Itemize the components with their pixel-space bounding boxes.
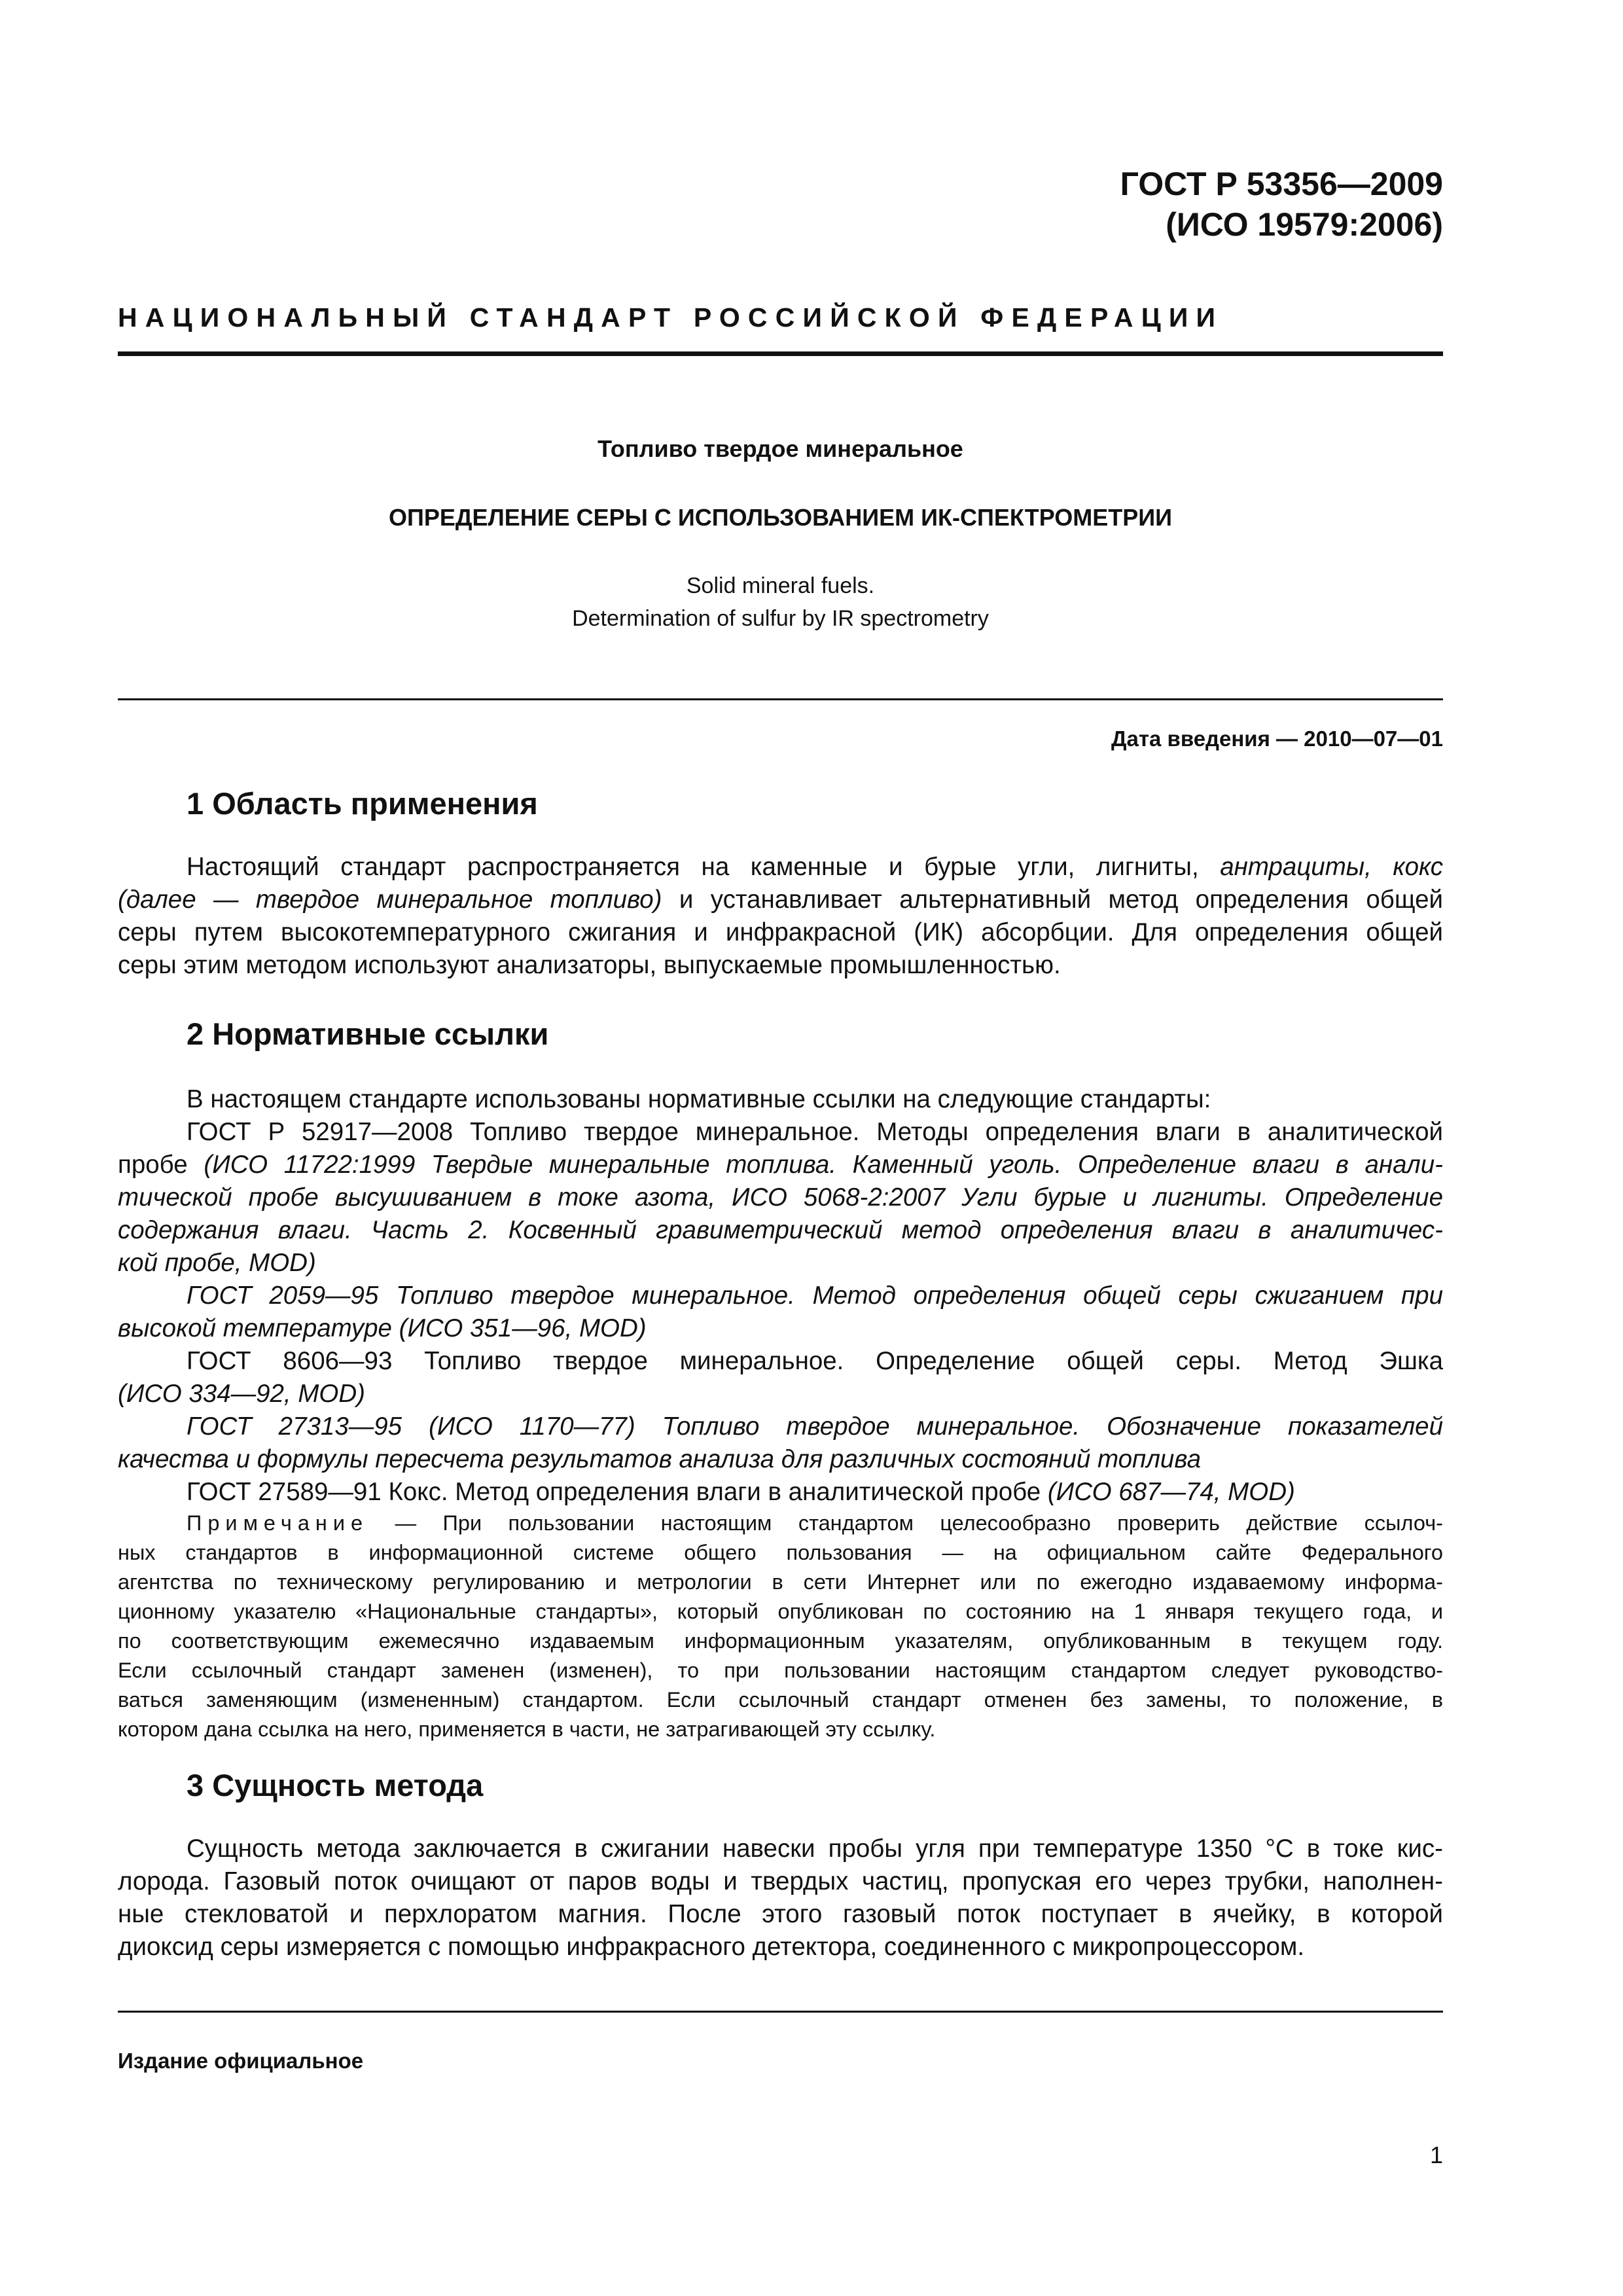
reference-line [118,1149,1443,1181]
reference-line: ГОСТ 27313—95 (ИСО 1170—77) Топливо твердое минеральное. Обозначение показателей [187,1412,1443,1441]
section-2-references [118,1083,1443,1509]
text-run: и устанавливает альтернативный метод определения общей [662,886,1444,914]
section-1-heading: 1 Область применения [187,786,538,821]
title-subtitle: Топливо твердое минеральное [597,435,963,462]
section-3-line: ные стекловатой и перхлоратом магния. После этого газовый поток поступает в ячейку, в которой [118,1900,1443,1928]
page-number: 1 [1429,2142,1443,2168]
national-standard-banner: НАЦИОНАЛЬНЫЙ СТАНДАРТ РОССИЙСКОЙ ФЕДЕРАЦИИ [118,302,1224,332]
text-run: пробе [118,1151,204,1179]
section-3-line: диоксид серы измеряется с помощью инфракрасного детектора, соединенного с микропроцессором. [118,1933,1305,1961]
text-run: ГОСТ 27589—91 Кокс. Метод определения влаги в аналитической пробе [187,1478,1048,1506]
reference-line: качества и формулы пересчета результатов анализа для различных состояний топлива [118,1445,1201,1473]
note-line: котором дана ссылка на него, применяется в части, не затрагивающей эту ссылку. [118,1717,936,1741]
note-line: ваться заменяющим (измененным) стандартом. Если ссылочный стандарт отменен без замены, то положение, в [118,1688,1443,1712]
official-edition-label: Издание официальное [118,2049,364,2073]
reference-line: ГОСТ Р 52917—2008 Топливо твердое минеральное. Методы определения влаги в аналитической [187,1118,1443,1146]
note-line: по соответствующим ежемесячно издаваемым информационным указателям, опубликованным в текущем году. [118,1629,1443,1653]
header-rule [118,351,1443,356]
title-main: ОПРЕДЕЛЕНИЕ СЕРЫ С ИСПОЛЬЗОВАНИЕМ ИК-СПЕКТРОМЕТРИИ [388,504,1173,531]
section-1-line: серы путем высокотемпературного сжигания и инфракрасной (ИК) абсорбции. Для определения общей [118,918,1443,946]
text-run-italic: (ИСО 11722:1999 Твердые минеральные топлива. Каменный уголь. Определение влаги в анали- [204,1151,1443,1179]
section-2-heading: 2 Нормативные ссылки [187,1016,549,1051]
reference-line: тической пробе высушиванием в токе азота, ИСО 5068-2:2007 Угли бурые и лигниты. Определение [118,1183,1443,1211]
text-run: Настоящий стандарт распространяется на каменные и бурые угли, лигниты, [187,853,1221,881]
reference-line: содержания влаги. Часть 2. Косвенный гравиметрический метод определения влаги в аналитичес- [118,1216,1443,1244]
references-intro: В настоящем стандарте использованы нормативные ссылки на следующие стандарты: [187,1085,1211,1113]
title-english-line2: Determination of sulfur by IR spectrometry [572,606,989,631]
section-1-paragraph [118,851,1443,982]
title-rule [118,698,1443,700]
reference-line: (ИСО 334—92, MOD) [118,1380,365,1408]
section-3-heading: 3 Сущность метода [187,1768,484,1803]
introduction-date: Дата введения — 2010—07—01 [1111,726,1443,751]
footer-rule [118,2011,1443,2013]
title-english-line1: Solid mineral fuels. [686,573,875,598]
iso-number: (ИСО 19579:2006) [1166,206,1443,243]
title-english [118,569,1443,635]
text-run-italic: (ИСО 687—74, MOD) [1047,1478,1295,1506]
reference-line: кой пробе, MOD) [118,1249,316,1277]
section-3-line: Сущность метода заключается в сжигании навески пробы угля при температуре 1350 °С в токе кис- [187,1835,1443,1863]
text-run-italic: антрациты, кокс [1220,853,1443,881]
gost-number: ГОСТ Р 53356—2009 [1120,166,1443,202]
section-3-line: лорода. Газовый поток очищают от паров воды и твердых частиц, пропуская его через трубки, наполнен- [118,1867,1443,1895]
section-1-line [118,884,1443,916]
note-block [118,1509,1443,1744]
note-line: ционному указателю «Национальные стандарты», который опубликован по состоянию на 1 января текущего года, и [118,1600,1443,1623]
note-line: ных стандартов в информационной системе общего пользования — на официальном сайте Федерального [118,1541,1443,1564]
note-line: агентства по техническому регулированию и метрологии в сети Интернет или по ежегодно издаваемому информа- [118,1570,1443,1594]
note-label: Примечание [187,1511,369,1535]
reference-line: ГОСТ 2059—95 Топливо твердое минеральное. Метод определения общей серы сжиганием при [187,1282,1443,1310]
text-run: — При пользовании настоящим стандартом целесообразно проверить действие ссылоч- [368,1511,1443,1535]
reference-line: высокой температуре (ИСО 351—96, MOD) [118,1314,647,1342]
document-number-block [1120,164,1443,245]
note-line [118,1509,1443,1538]
note-line: Если ссылочный стандарт заменен (изменен), то при пользовании настоящим стандартом следует руководство- [118,1659,1443,1682]
reference-line [118,1476,1443,1509]
section-1-line [118,851,1443,884]
text-run-italic: (далее — твердое минеральное топливо) [118,886,662,914]
reference-line: ГОСТ 8606—93 Топливо твердое минеральное. Определение общей серы. Метод Эшка [187,1347,1443,1375]
section-1-line: серы этим методом используют анализаторы, выпускаемые промышленностью. [118,951,1061,979]
section-3-paragraph [118,1833,1443,1964]
